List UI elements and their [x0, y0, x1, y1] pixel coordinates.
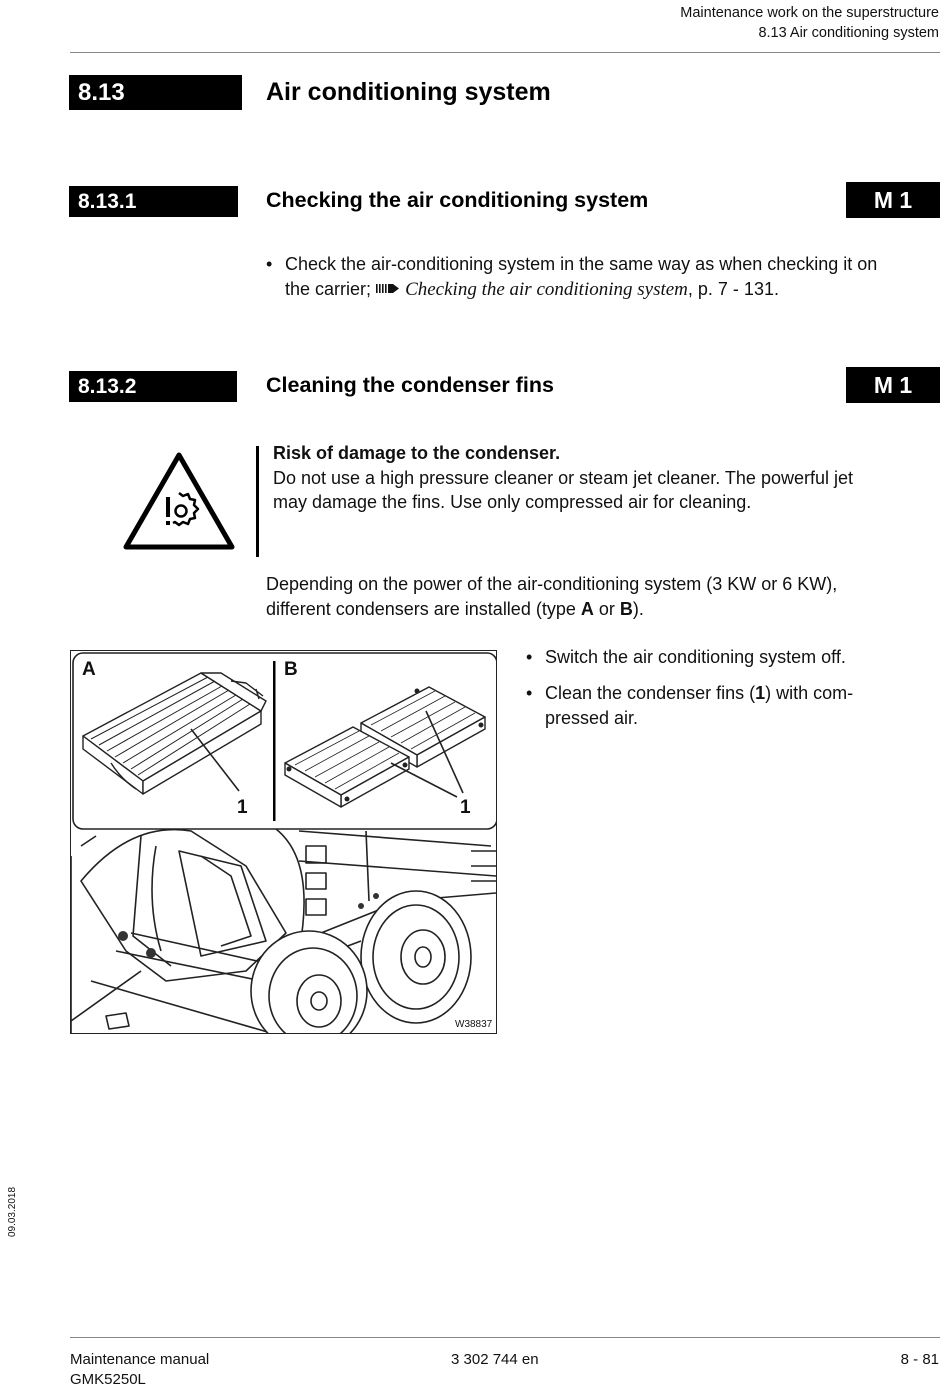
condenser-illustration — [71, 651, 496, 1033]
footer-page-number: 8 - 81 — [900, 1351, 939, 1368]
footer-rule — [70, 1337, 940, 1338]
warning-damage-icon — [122, 451, 236, 551]
figure-callout-a: 1 — [237, 797, 248, 818]
step-text-post: ) with com- — [765, 683, 854, 703]
footer-doc-number: 3 302 744 en — [451, 1351, 539, 1368]
subsection-2-number: 8.13.2 — [78, 374, 137, 398]
list-item — [266, 252, 946, 304]
subsection-2-interval-badge: M 1 — [846, 367, 940, 403]
cross-reference-arrow-icon — [376, 282, 400, 295]
subsection-1-interval-badge: M 1 — [846, 182, 940, 218]
step-callout-ref: 1 — [755, 683, 766, 703]
figure-callout-b: 1 — [460, 797, 471, 818]
step-text-pre: Clean the condenser fins ( — [545, 683, 756, 703]
subsection-1-title: Checking the air conditioning system — [266, 188, 649, 212]
figure-label-a: A — [82, 659, 96, 680]
step-text: Switch the air conditioning system off. — [545, 647, 846, 667]
step-text — [545, 681, 853, 730]
footer-manual: Maintenance manual — [70, 1351, 210, 1368]
bullet-text-line1: Check the air-conditioning system in the same way as when checking it on — [285, 254, 878, 274]
subsection-2-title: Cleaning the condenser fins — [266, 373, 554, 397]
subsection-2-number-bar — [69, 371, 237, 402]
bullet-text-post: , p. 7 - 131. — [687, 278, 779, 299]
intro-line-2 — [266, 597, 837, 622]
bullet-text-pre: the carrier; — [285, 278, 372, 299]
type-a-label: A — [580, 598, 594, 619]
bullet-dot: • — [526, 647, 533, 667]
subsection-1-number: 8.13.1 — [78, 189, 137, 213]
side-date: 09.03.2018 — [7, 1186, 18, 1238]
page-title: Air conditioning system — [266, 78, 551, 106]
subsection-1-number-bar — [69, 186, 238, 217]
figure-condenser — [70, 650, 497, 1034]
bullet-dot: • — [266, 254, 273, 274]
warning-line-1: Do not use a high pressure cleaner or steam jet cleaner. The powerful jet — [273, 467, 853, 488]
intro-line-2-pre: different condensers are installed (type — [266, 598, 581, 619]
warning-text — [273, 441, 853, 515]
footer-model: GMK5250L — [70, 1371, 146, 1388]
cross-reference-link[interactable]: Checking the air conditioning system — [405, 278, 688, 300]
intro-paragraph — [266, 572, 837, 621]
type-b-label: B — [619, 598, 633, 619]
bullet-text — [285, 252, 877, 302]
section-number: 8.13 — [78, 78, 125, 106]
warning-line-2: may damage the fins. Use only compressed air for cleaning. — [273, 492, 752, 512]
figure-label-b: B — [284, 659, 298, 680]
header-section: 8.13 Air conditioning system — [758, 25, 939, 41]
warning-bar — [256, 446, 259, 557]
header-rule — [70, 52, 940, 53]
list-item — [526, 645, 926, 671]
figure-id: W38837 — [455, 1019, 493, 1030]
header-chapter: Maintenance work on the superstructure — [680, 5, 939, 21]
intro-end: ). — [632, 598, 644, 619]
bullet-dot: • — [526, 683, 533, 703]
intro-or: or — [593, 598, 620, 619]
step-text-line2: pressed air. — [545, 707, 639, 728]
intro-line-1: Depending on the power of the air-conditioning system (3 KW or 6 KW), — [266, 574, 838, 594]
section-number-bar — [69, 75, 242, 110]
warning-title: Risk of damage to the condenser. — [273, 443, 561, 463]
list-item — [526, 681, 926, 733]
